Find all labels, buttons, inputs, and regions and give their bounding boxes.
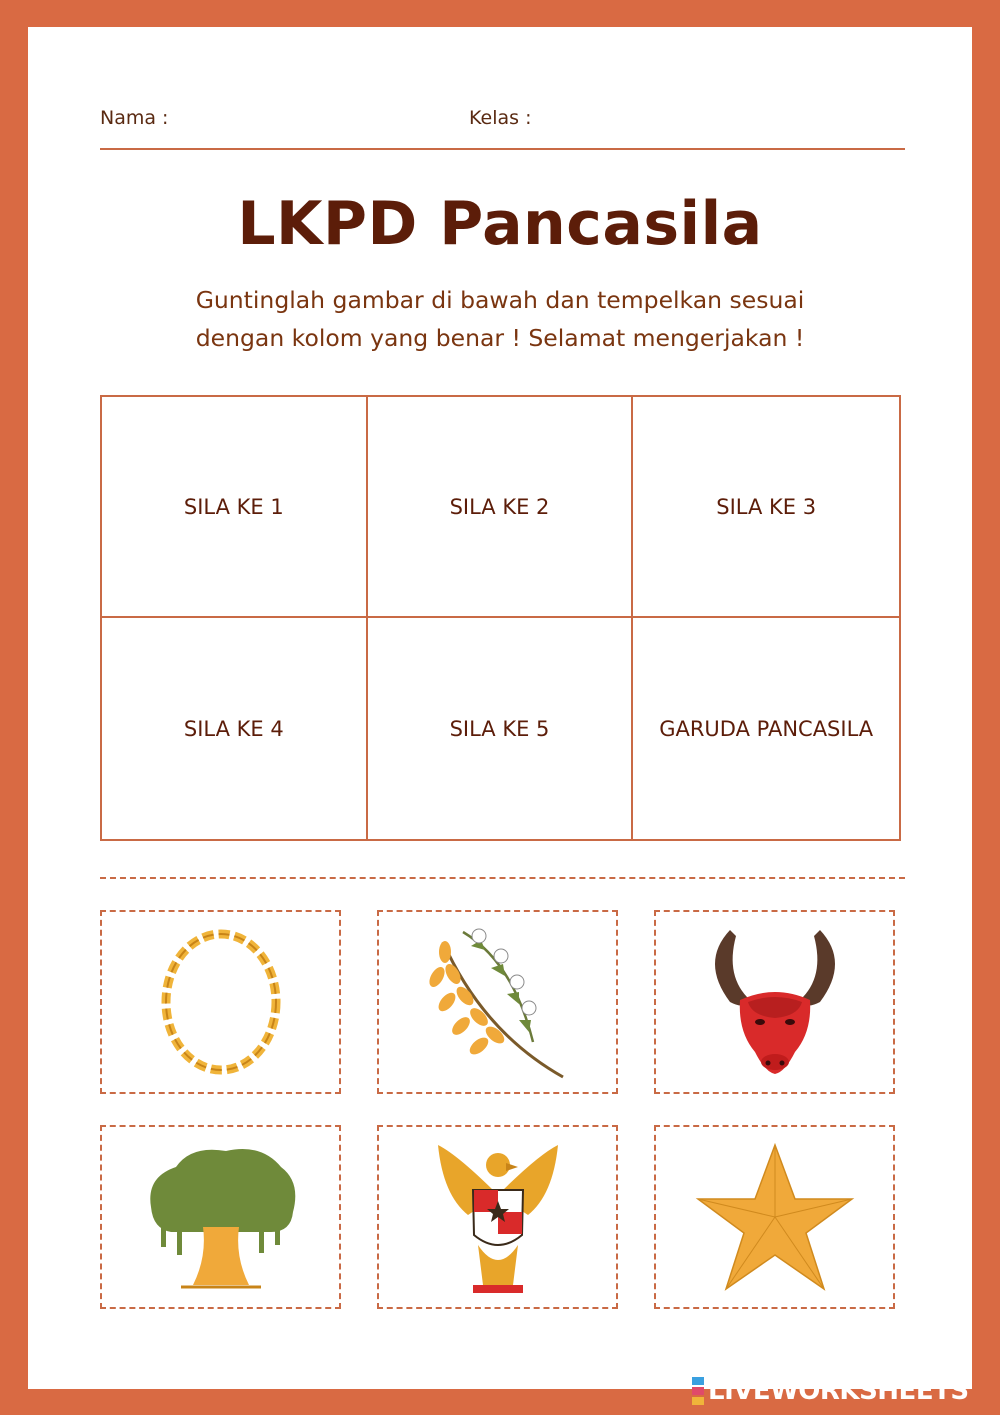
answer-grid	[100, 395, 901, 841]
card-chain[interactable]	[100, 910, 341, 1094]
instructions	[118, 281, 882, 357]
drop-cell-sila-1[interactable]: SILA KE 1	[102, 397, 368, 618]
instructions-line-1: Guntinglah gambar di bawah dan tempelkan sesuai	[195, 286, 805, 314]
watermark-text: LIVEWORKSHEETS	[708, 1376, 969, 1406]
liveworksheets-logo-icon	[692, 1376, 704, 1406]
drop-cell-sila-3[interactable]: SILA KE 3	[633, 397, 899, 618]
class-label: Kelas :	[469, 107, 532, 129]
liveworksheets-watermark	[692, 1376, 969, 1406]
header-divider	[100, 148, 905, 150]
chain-icon	[151, 922, 291, 1082]
page-title: LKPD Pancasila	[237, 189, 763, 259]
garuda-icon	[418, 1135, 578, 1300]
instructions-line-2: dengan kolom yang benar ! Selamat mengerjakan !	[195, 324, 805, 352]
card-bull-head[interactable]	[654, 910, 895, 1094]
worksheet-page	[28, 27, 972, 1389]
card-rice-cotton[interactable]	[377, 910, 618, 1094]
drop-cell-sila-5[interactable]: SILA KE 5	[368, 618, 634, 839]
name-label: Nama :	[100, 107, 169, 129]
drop-cell-sila-2[interactable]: SILA KE 2	[368, 397, 634, 618]
cut-line	[100, 877, 905, 879]
bull-head-icon	[700, 922, 850, 1082]
drop-cell-garuda[interactable]: GARUDA PANCASILA	[659, 716, 874, 741]
star-icon	[690, 1137, 860, 1297]
drop-cell-sila-4[interactable]: SILA KE 4	[102, 618, 368, 839]
rice-cotton-icon	[423, 922, 573, 1082]
card-star[interactable]	[654, 1125, 895, 1309]
banyan-tree-icon	[141, 1137, 301, 1297]
card-banyan-tree[interactable]	[100, 1125, 341, 1309]
card-garuda[interactable]	[377, 1125, 618, 1309]
